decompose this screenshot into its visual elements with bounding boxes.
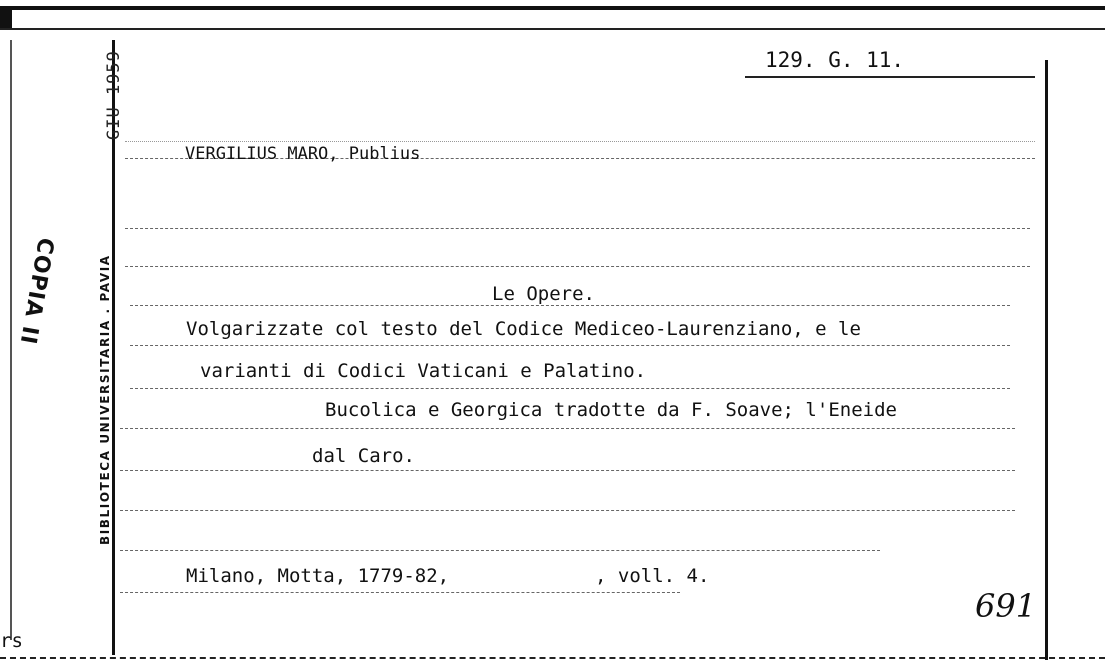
ruled-line (125, 266, 1030, 267)
top-corner-mark (0, 10, 12, 30)
copy-stamp: COPIA II (14, 235, 58, 347)
description-line: dal Caro. (312, 445, 415, 467)
ruled-line (130, 305, 1010, 306)
handwritten-note: 691 (975, 587, 1037, 625)
ruled-line (125, 228, 1030, 229)
date-stamp: GIU 1959 (104, 50, 124, 140)
volume-count: , voll. 4. (595, 565, 710, 587)
ruled-line (120, 510, 1015, 511)
ruled-line (120, 592, 680, 593)
ruled-line (130, 388, 1010, 389)
description-line: Bucolica e Georgica tradotte da F. Soave; l'Eneide (325, 399, 897, 421)
title: Le Opere. (492, 283, 595, 305)
imprint: Milano, Motta, 1779-82, (186, 565, 450, 587)
shelfmark-underline (745, 76, 1035, 78)
ruled-line (120, 470, 1015, 471)
author-heading: VERGILIUS MARO, Publius (185, 144, 421, 164)
ruled-line (130, 345, 1010, 346)
bottom-border (0, 657, 1105, 659)
description-line: Volgarizzate col testo del Codice Mediceo-Laurenziano, e le (186, 318, 861, 340)
ruled-line (120, 550, 880, 551)
left-margin-line (10, 40, 12, 640)
top-border-inner (0, 28, 1105, 30)
top-border (0, 6, 1105, 10)
margin-text: rs (0, 630, 23, 652)
card-right-rule (1045, 60, 1048, 660)
description-line: varianti di Codici Vaticani e Palatino. (200, 360, 647, 382)
shelfmark: 129. G. 11. (765, 48, 905, 72)
ruled-line (120, 428, 1015, 429)
ruled-line (125, 141, 1035, 142)
library-stamp: BIBLIOTECA UNIVERSITARIA . PAVIA (98, 254, 112, 545)
